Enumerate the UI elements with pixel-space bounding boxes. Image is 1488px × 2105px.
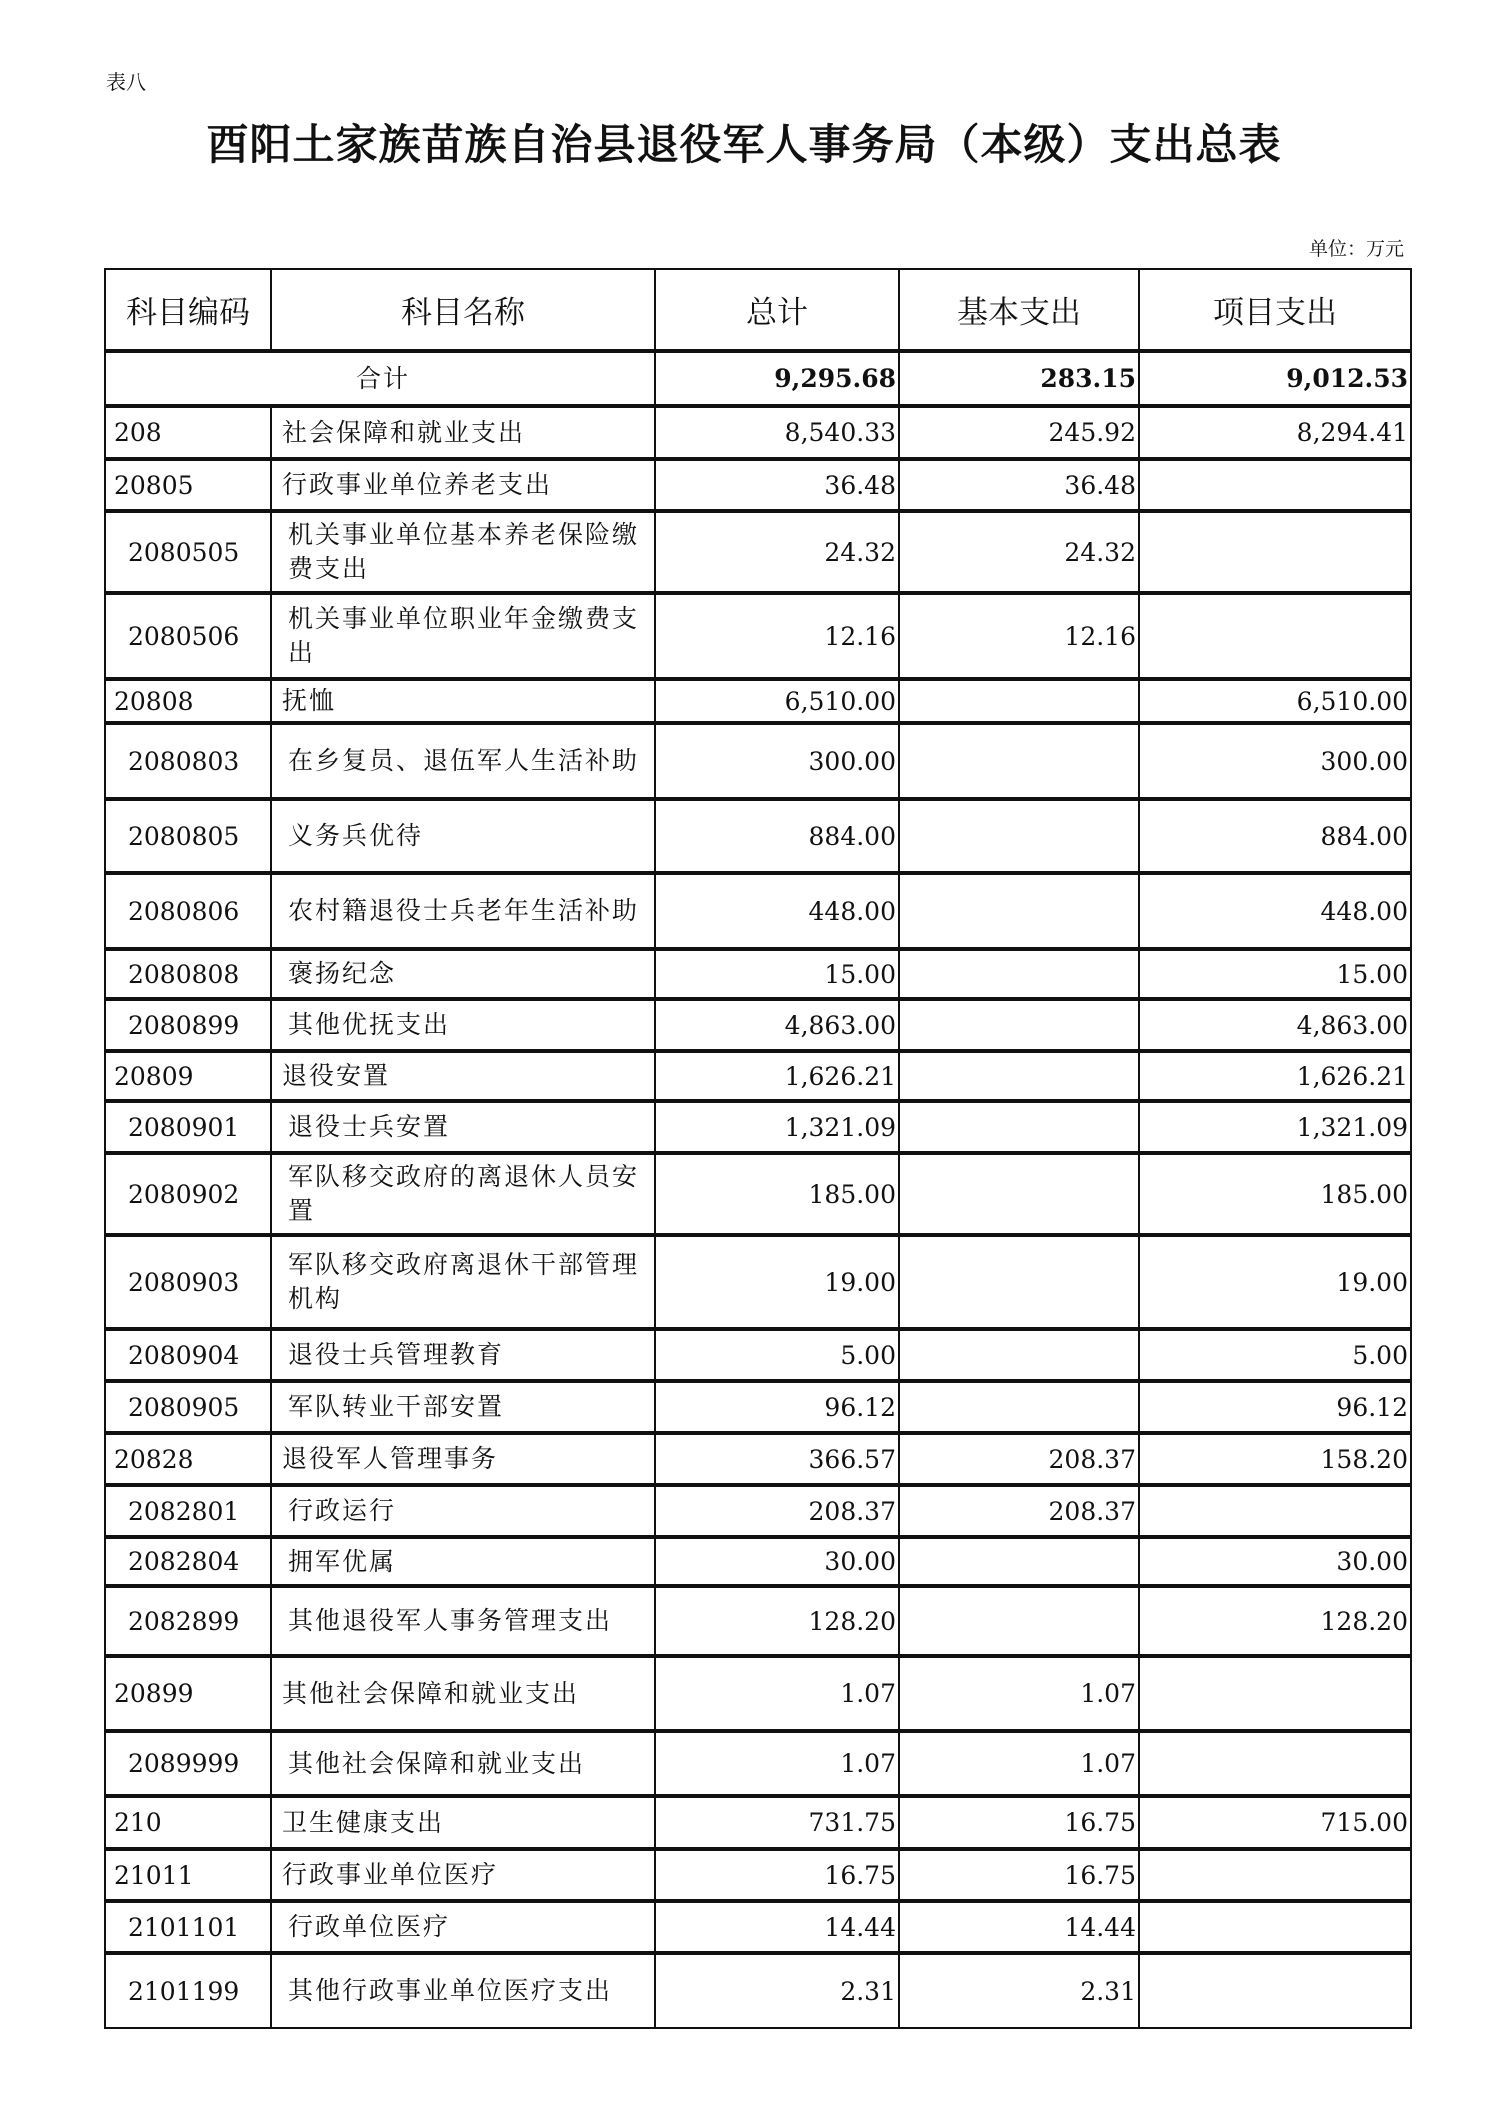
row-name: 行政运行 bbox=[271, 1485, 655, 1537]
row-project: 300.00 bbox=[1139, 723, 1411, 799]
row-total: 6,510.00 bbox=[655, 679, 899, 723]
row-total: 5.00 bbox=[655, 1329, 899, 1381]
row-project: 5.00 bbox=[1139, 1329, 1411, 1381]
row-project bbox=[1139, 1953, 1411, 2028]
row-total: 300.00 bbox=[655, 723, 899, 799]
row-basic: 245.92 bbox=[899, 406, 1139, 459]
row-basic bbox=[899, 999, 1139, 1051]
table-row bbox=[105, 511, 1411, 593]
total-row bbox=[105, 351, 1411, 406]
row-code: 208 bbox=[105, 406, 271, 459]
header-total: 总计 bbox=[655, 269, 899, 351]
row-total: 1.07 bbox=[655, 1731, 899, 1796]
row-basic bbox=[899, 799, 1139, 873]
row-total: 15.00 bbox=[655, 949, 899, 999]
table-row bbox=[105, 1731, 1411, 1796]
row-name: 机关事业单位基本养老保险缴费支出 bbox=[271, 511, 655, 593]
row-name: 军队移交政府离退休干部管理机构 bbox=[271, 1235, 655, 1329]
header-project: 项目支出 bbox=[1139, 269, 1411, 351]
row-total: 128.20 bbox=[655, 1586, 899, 1656]
row-project: 1,321.09 bbox=[1139, 1101, 1411, 1153]
row-name: 退役安置 bbox=[271, 1051, 655, 1101]
row-name: 行政单位医疗 bbox=[271, 1901, 655, 1953]
row-code: 2080903 bbox=[105, 1235, 271, 1329]
row-total: 884.00 bbox=[655, 799, 899, 873]
table-row bbox=[105, 1381, 1411, 1433]
row-project: 8,294.41 bbox=[1139, 406, 1411, 459]
row-basic: 2.31 bbox=[899, 1953, 1139, 2028]
row-code: 2080904 bbox=[105, 1329, 271, 1381]
table-row bbox=[105, 1849, 1411, 1901]
row-project: 6,510.00 bbox=[1139, 679, 1411, 723]
row-basic bbox=[899, 949, 1139, 999]
row-total: 30.00 bbox=[655, 1537, 899, 1586]
row-total: 731.75 bbox=[655, 1796, 899, 1849]
row-project: 185.00 bbox=[1139, 1153, 1411, 1235]
row-basic bbox=[899, 1586, 1139, 1656]
table-row bbox=[105, 1656, 1411, 1731]
row-total: 1,321.09 bbox=[655, 1101, 899, 1153]
row-code: 21011 bbox=[105, 1849, 271, 1901]
row-code: 2080806 bbox=[105, 873, 271, 949]
table-row bbox=[105, 1433, 1411, 1485]
row-name: 行政事业单位医疗 bbox=[271, 1849, 655, 1901]
row-code: 2080803 bbox=[105, 723, 271, 799]
row-name: 拥军优属 bbox=[271, 1537, 655, 1586]
row-name: 其他优抚支出 bbox=[271, 999, 655, 1051]
table-row bbox=[105, 1235, 1411, 1329]
row-basic: 16.75 bbox=[899, 1796, 1139, 1849]
table-row bbox=[105, 406, 1411, 459]
row-total: 448.00 bbox=[655, 873, 899, 949]
table-row bbox=[105, 949, 1411, 999]
row-code: 2080506 bbox=[105, 593, 271, 679]
row-basic bbox=[899, 1101, 1139, 1153]
table-row bbox=[105, 799, 1411, 873]
row-total: 185.00 bbox=[655, 1153, 899, 1235]
row-name: 军队转业干部安置 bbox=[271, 1381, 655, 1433]
row-basic bbox=[899, 1537, 1139, 1586]
row-project bbox=[1139, 1849, 1411, 1901]
row-basic: 1.07 bbox=[899, 1656, 1139, 1731]
table-row bbox=[105, 1485, 1411, 1537]
row-code: 2080505 bbox=[105, 511, 271, 593]
row-name: 退役士兵管理教育 bbox=[271, 1329, 655, 1381]
row-code: 2080902 bbox=[105, 1153, 271, 1235]
row-project: 1,626.21 bbox=[1139, 1051, 1411, 1101]
row-code: 20828 bbox=[105, 1433, 271, 1485]
row-project bbox=[1139, 1731, 1411, 1796]
row-total: 8,540.33 bbox=[655, 406, 899, 459]
row-code: 20809 bbox=[105, 1051, 271, 1101]
row-project: 128.20 bbox=[1139, 1586, 1411, 1656]
row-project bbox=[1139, 593, 1411, 679]
row-total: 24.32 bbox=[655, 511, 899, 593]
row-code: 210 bbox=[105, 1796, 271, 1849]
row-project: 30.00 bbox=[1139, 1537, 1411, 1586]
row-total: 36.48 bbox=[655, 459, 899, 511]
expenditure-table bbox=[104, 268, 1412, 2029]
total-basic: 283.15 bbox=[899, 351, 1139, 406]
row-basic bbox=[899, 1329, 1139, 1381]
row-basic: 14.44 bbox=[899, 1901, 1139, 1953]
row-basic: 24.32 bbox=[899, 511, 1139, 593]
row-basic bbox=[899, 1051, 1139, 1101]
row-project bbox=[1139, 1485, 1411, 1537]
row-total: 14.44 bbox=[655, 1901, 899, 1953]
table-row bbox=[105, 873, 1411, 949]
row-name: 行政事业单位养老支出 bbox=[271, 459, 655, 511]
row-code: 2082899 bbox=[105, 1586, 271, 1656]
total-project: 9,012.53 bbox=[1139, 351, 1411, 406]
row-total: 12.16 bbox=[655, 593, 899, 679]
row-basic: 12.16 bbox=[899, 593, 1139, 679]
row-total: 1.07 bbox=[655, 1656, 899, 1731]
row-name: 其他行政事业单位医疗支出 bbox=[271, 1953, 655, 2028]
row-basic: 1.07 bbox=[899, 1731, 1139, 1796]
total-total: 9,295.68 bbox=[655, 351, 899, 406]
row-code: 2101199 bbox=[105, 1953, 271, 2028]
row-basic: 208.37 bbox=[899, 1485, 1139, 1537]
row-basic bbox=[899, 1153, 1139, 1235]
row-name: 机关事业单位职业年金缴费支出 bbox=[271, 593, 655, 679]
row-total: 19.00 bbox=[655, 1235, 899, 1329]
header-name: 科目名称 bbox=[271, 269, 655, 351]
row-total: 208.37 bbox=[655, 1485, 899, 1537]
row-project: 884.00 bbox=[1139, 799, 1411, 873]
row-name: 褒扬纪念 bbox=[271, 949, 655, 999]
row-project: 715.00 bbox=[1139, 1796, 1411, 1849]
row-basic: 16.75 bbox=[899, 1849, 1139, 1901]
row-name: 其他社会保障和就业支出 bbox=[271, 1656, 655, 1731]
row-project: 4,863.00 bbox=[1139, 999, 1411, 1051]
row-total: 366.57 bbox=[655, 1433, 899, 1485]
row-total: 4,863.00 bbox=[655, 999, 899, 1051]
row-total: 2.31 bbox=[655, 1953, 899, 2028]
row-code: 2082801 bbox=[105, 1485, 271, 1537]
table-row bbox=[105, 723, 1411, 799]
row-basic bbox=[899, 723, 1139, 799]
row-name: 义务兵优待 bbox=[271, 799, 655, 873]
row-code: 20808 bbox=[105, 679, 271, 723]
row-code: 2082804 bbox=[105, 1537, 271, 1586]
header-row bbox=[105, 269, 1411, 351]
table-row bbox=[105, 999, 1411, 1051]
page-title: 酉阳土家族苗族自治县退役军人事务局（本级）支出总表 bbox=[206, 120, 1282, 169]
row-code: 2101101 bbox=[105, 1901, 271, 1953]
total-label: 合计 bbox=[105, 351, 655, 406]
row-code: 2080805 bbox=[105, 799, 271, 873]
row-project bbox=[1139, 1656, 1411, 1731]
row-basic bbox=[899, 873, 1139, 949]
row-basic bbox=[899, 1381, 1139, 1433]
table-row bbox=[105, 1586, 1411, 1656]
table-row bbox=[105, 1953, 1411, 2028]
table-row bbox=[105, 459, 1411, 511]
row-basic: 208.37 bbox=[899, 1433, 1139, 1485]
table-row bbox=[105, 1537, 1411, 1586]
row-name: 卫生健康支出 bbox=[271, 1796, 655, 1849]
header-code: 科目编码 bbox=[105, 269, 271, 351]
row-name: 退役士兵安置 bbox=[271, 1101, 655, 1153]
row-name: 在乡复员、退伍军人生活补助 bbox=[271, 723, 655, 799]
table-number-label: 表八 bbox=[106, 70, 146, 94]
row-code: 2080901 bbox=[105, 1101, 271, 1153]
row-code: 2089999 bbox=[105, 1731, 271, 1796]
table-row bbox=[105, 679, 1411, 723]
table-row bbox=[105, 1051, 1411, 1101]
row-total: 16.75 bbox=[655, 1849, 899, 1901]
row-project bbox=[1139, 511, 1411, 593]
row-project: 15.00 bbox=[1139, 949, 1411, 999]
row-project: 158.20 bbox=[1139, 1433, 1411, 1485]
table-row bbox=[105, 1153, 1411, 1235]
row-basic: 36.48 bbox=[899, 459, 1139, 511]
row-code: 20899 bbox=[105, 1656, 271, 1731]
row-basic bbox=[899, 679, 1139, 723]
table-row bbox=[105, 1101, 1411, 1153]
row-total: 96.12 bbox=[655, 1381, 899, 1433]
row-name: 退役军人管理事务 bbox=[271, 1433, 655, 1485]
row-name: 社会保障和就业支出 bbox=[271, 406, 655, 459]
table-row bbox=[105, 593, 1411, 679]
table-row bbox=[105, 1796, 1411, 1849]
header-basic: 基本支出 bbox=[899, 269, 1139, 351]
row-name: 其他社会保障和就业支出 bbox=[271, 1731, 655, 1796]
row-name: 其他退役军人事务管理支出 bbox=[271, 1586, 655, 1656]
row-project: 19.00 bbox=[1139, 1235, 1411, 1329]
row-name: 抚恤 bbox=[271, 679, 655, 723]
row-code: 2080905 bbox=[105, 1381, 271, 1433]
row-basic bbox=[899, 1235, 1139, 1329]
row-name: 农村籍退役士兵老年生活补助 bbox=[271, 873, 655, 949]
row-code: 20805 bbox=[105, 459, 271, 511]
unit-label: 单位：万元 bbox=[1308, 238, 1404, 260]
row-name: 军队移交政府的离退休人员安置 bbox=[271, 1153, 655, 1235]
row-code: 2080808 bbox=[105, 949, 271, 999]
row-project: 448.00 bbox=[1139, 873, 1411, 949]
row-project bbox=[1139, 1901, 1411, 1953]
table-row bbox=[105, 1329, 1411, 1381]
row-project bbox=[1139, 459, 1411, 511]
row-project: 96.12 bbox=[1139, 1381, 1411, 1433]
table-row bbox=[105, 1901, 1411, 1953]
row-code: 2080899 bbox=[105, 999, 271, 1051]
row-total: 1,626.21 bbox=[655, 1051, 899, 1101]
